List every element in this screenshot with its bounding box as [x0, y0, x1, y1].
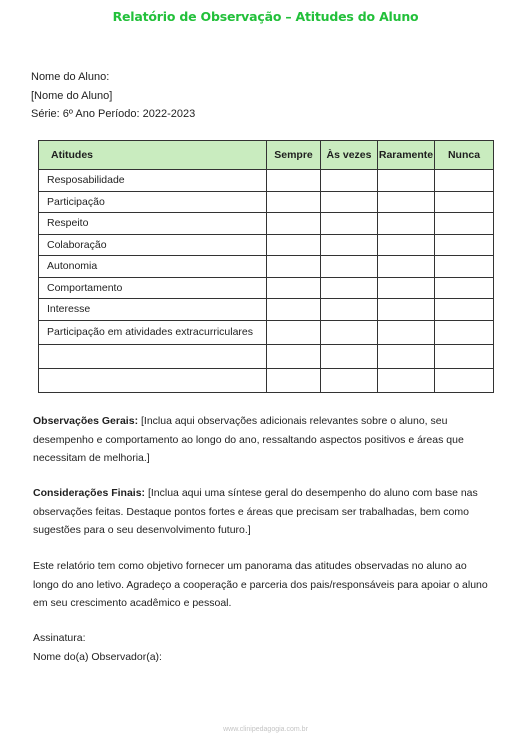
rating-cell[interactable]: [267, 170, 321, 192]
rating-cell[interactable]: [435, 299, 494, 321]
rating-cell[interactable]: [321, 344, 378, 368]
rating-cell[interactable]: [378, 170, 435, 192]
general-observations-label: Observações Gerais:: [33, 415, 139, 427]
final-considerations-text: [Inclua aqui uma síntese geral do desempenho do aluno com base nas observações feitas. Destaque pontos fortes e áreas que precisam ser trabalhadas, bem como sugestões para o seu desenvolvimento futuro.]: [33, 487, 478, 536]
rating-cell[interactable]: [321, 368, 378, 392]
attitude-label: Resposabilidade: [39, 170, 267, 192]
table-row: [39, 277, 494, 299]
attitude-label: Autonomia: [39, 256, 267, 278]
observer-name-label: Nome do(a) Observador(a):: [33, 651, 162, 663]
general-observations: [33, 412, 493, 468]
table-row: [39, 368, 494, 392]
rating-cell[interactable]: [378, 234, 435, 256]
attitude-label: Participação: [39, 191, 267, 213]
footer-url: www.clinipedagogia.com.br: [223, 726, 308, 733]
table-header-row: [39, 141, 494, 170]
rating-cell[interactable]: [267, 344, 321, 368]
table-row: [39, 234, 494, 256]
signature-label: Assinatura:: [33, 632, 86, 644]
attitude-label: Colaboração: [39, 234, 267, 256]
student-name-label: Nome do Aluno:: [31, 71, 110, 83]
attitude-label[interactable]: [39, 344, 267, 368]
rating-cell[interactable]: [267, 320, 321, 344]
rating-cell[interactable]: [435, 234, 494, 256]
rating-cell[interactable]: [321, 320, 378, 344]
rating-cell[interactable]: [321, 234, 378, 256]
rating-cell[interactable]: [321, 170, 378, 192]
rating-cell[interactable]: [378, 277, 435, 299]
table-row: [39, 213, 494, 235]
rating-cell[interactable]: [267, 191, 321, 213]
rating-cell[interactable]: [267, 368, 321, 392]
rating-cell[interactable]: [378, 191, 435, 213]
table-row: [39, 191, 494, 213]
rating-cell[interactable]: [321, 213, 378, 235]
table-row: [39, 344, 494, 368]
attitude-label: Respeito: [39, 213, 267, 235]
closing-paragraph: Este relatório tem como objetivo fornecer um panorama das atitudes observadas no aluno ao longo do ano letivo. Agradeço a cooperação e parceria dos pais/responsáveis para apoiar o aluno em seu crescimento acadêmico e pessoal.: [33, 560, 488, 609]
final-considerations-label: Considerações Finais:: [33, 487, 146, 499]
rating-cell[interactable]: [435, 320, 494, 344]
header-nunca: Nunca: [435, 141, 494, 170]
attitude-label: Participação em atividades extracurriculares: [39, 320, 267, 344]
final-considerations: [33, 484, 493, 540]
header-as-vezes: Às vezes: [321, 141, 378, 170]
rating-cell[interactable]: [435, 191, 494, 213]
table-row: [39, 170, 494, 192]
rating-cell[interactable]: [378, 213, 435, 235]
table-row: [39, 299, 494, 321]
rating-cell[interactable]: [435, 368, 494, 392]
page-title: Relatório de Observação – Atitudes do Aluno: [112, 9, 419, 24]
table-row: [39, 320, 494, 344]
rating-cell[interactable]: [378, 299, 435, 321]
attitude-label: Interesse: [39, 299, 267, 321]
rating-cell[interactable]: [321, 191, 378, 213]
rating-cell[interactable]: [435, 213, 494, 235]
rating-cell[interactable]: [378, 344, 435, 368]
rating-cell[interactable]: [435, 170, 494, 192]
rating-cell[interactable]: [435, 277, 494, 299]
rating-cell[interactable]: [378, 256, 435, 278]
rating-cell[interactable]: [378, 320, 435, 344]
grade-period-line: Série: 6º Ano Período: 2022-2023: [31, 108, 196, 120]
attitudes-table: [38, 140, 494, 393]
student-name-value: [Nome do Aluno]: [31, 90, 113, 102]
rating-cell[interactable]: [267, 234, 321, 256]
table-row: [39, 256, 494, 278]
rating-cell[interactable]: [435, 344, 494, 368]
general-observations-text: [Inclua aqui observações adicionais relevantes sobre o aluno, seu desempenho e comportamento ao longo do ano, ressaltando aspectos positivos e áreas que necessitam de melhoria.]: [33, 415, 464, 464]
header-raramente: Raramente: [378, 141, 435, 170]
rating-cell[interactable]: [267, 299, 321, 321]
rating-cell[interactable]: [378, 368, 435, 392]
rating-cell[interactable]: [267, 256, 321, 278]
attitude-label[interactable]: [39, 368, 267, 392]
rating-cell[interactable]: [267, 213, 321, 235]
header-atitudes: Atitudes: [39, 141, 267, 170]
rating-cell[interactable]: [267, 277, 321, 299]
attitude-label: Comportamento: [39, 277, 267, 299]
rating-cell[interactable]: [321, 277, 378, 299]
rating-cell[interactable]: [435, 256, 494, 278]
rating-cell[interactable]: [321, 299, 378, 321]
rating-cell[interactable]: [321, 256, 378, 278]
header-sempre: Sempre: [267, 141, 321, 170]
